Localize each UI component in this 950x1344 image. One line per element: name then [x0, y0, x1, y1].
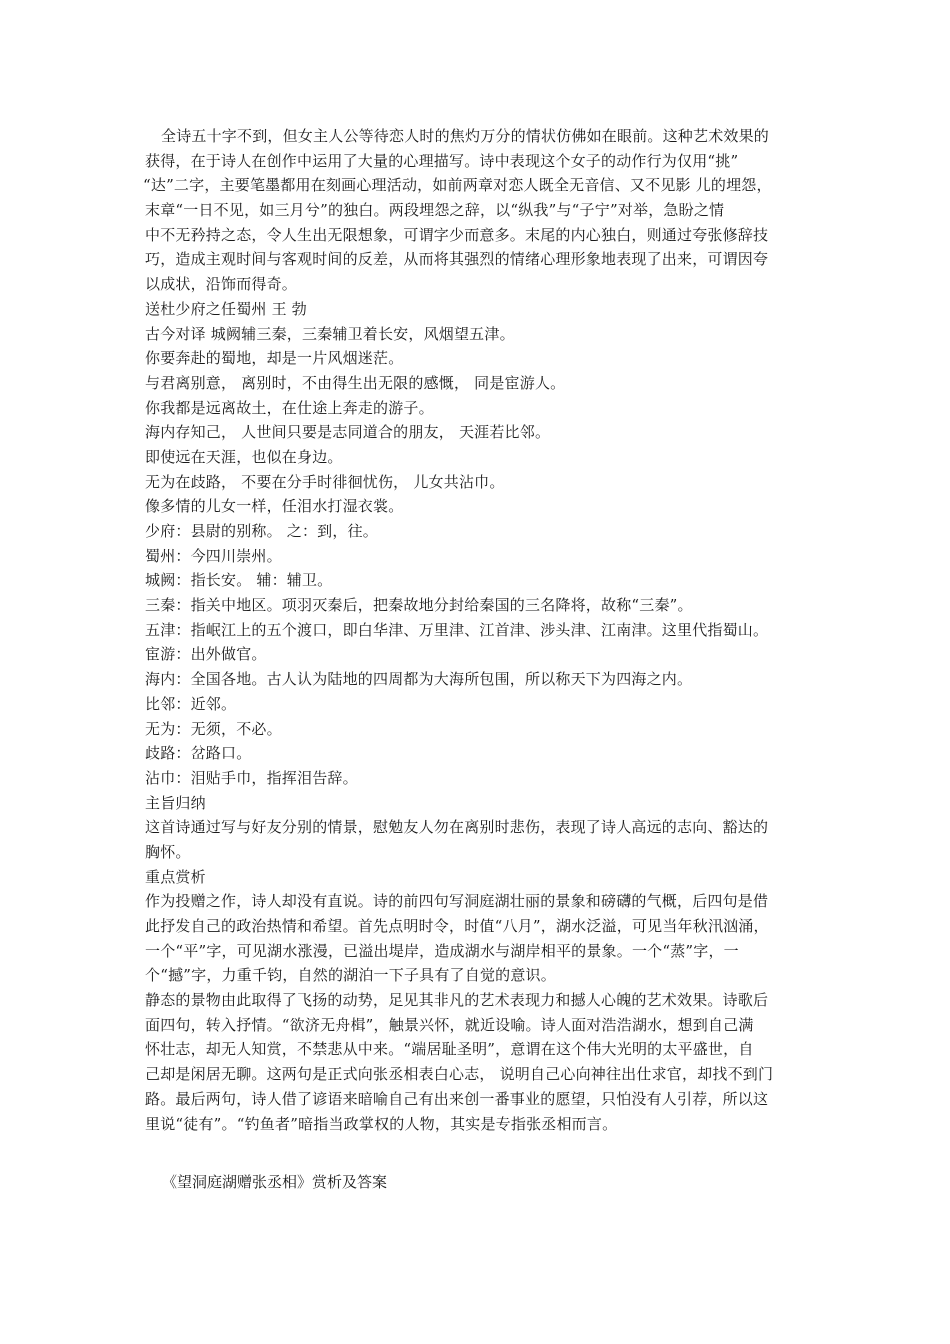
- poem-title: 送杜少府之任蜀州 王 勃: [145, 299, 307, 318]
- paragraph-line: “达”二字，主要笔墨都用在刻画心理活动，如前两章对恋人既全无音信、又不见影 儿的埋怨，: [143, 176, 772, 195]
- paragraph-line: 这首诗通过写与好友分别的情景，慰勉友人勿在离别时悲伤，表现了诗人高远的志向、豁达的: [145, 818, 769, 837]
- translation-line: 你我都是远离故土，在仕途上奔走的游子。: [145, 398, 434, 417]
- annotation-line: 歧路：岔路口。: [145, 744, 252, 763]
- paragraph-line: 此抒发自己的政治热情和希望。首先点明时令，时值“八月”，湖水泛溢，可见当年秋汛汹涌，: [145, 917, 769, 935]
- translation-line: 无为在歧路， 不要在分手时徘徊忧伤， 儿女共沾巾。: [145, 472, 505, 491]
- annotation-line: 比邻：近邻。: [145, 694, 237, 713]
- footer-title: 《望洞庭湖赠张丞相》赏析及答案: [162, 1173, 388, 1191]
- section-heading: 主旨归纳: [145, 793, 206, 812]
- paragraph-line: 胸怀。: [145, 842, 191, 861]
- section-heading: 重点赏析: [145, 867, 206, 886]
- translation-line: 像多情的儿女一样，任泪水打湿衣裳。: [145, 497, 404, 516]
- translation-line: 海内存知己， 人世间只要是志同道合的朋友， 天涯若比邻。: [145, 423, 551, 442]
- translation-line: 即使远在天涯，也似在身边。: [145, 447, 343, 466]
- paragraph-line: 静态的景物由此取得了飞扬的动势，足见其非凡的艺术表现力和撼人心魄的艺术效果。诗歌后: [145, 991, 769, 1010]
- annotation-line: 宦游：出外做官。: [145, 645, 267, 664]
- translation-line: 古今对译 城阙辅三秦，三秦辅卫着长安，风烟望五津。: [145, 324, 515, 343]
- annotation-line: 少府：县尉的别称。 之：到，往。: [145, 522, 378, 540]
- paragraph-line: 个“撼”字，力重千钧，自然的湖泊一下子具有了自觉的意识。: [145, 966, 556, 985]
- paragraph-line: 己却是闲居无聊。这两句是正式向张丞相表白心志， 说明自己心向神往出仕求官，却找不到门: [145, 1065, 774, 1084]
- paragraph-line: 路。最后两句，诗人借了谚语来暗喻自己有出来创一番事业的愿望，只怕没有人引荐，所以这: [145, 1089, 769, 1108]
- translation-line: 与君离别意， 离别时，不由得生出无限的感慨， 同是宦游人。: [145, 373, 566, 392]
- paragraph-line: 全诗五十字不到，但女主人公等待恋人时的焦灼万分的情状仿佛如在眼前。这种艺术效果的: [161, 127, 770, 145]
- document-body: [145, 124, 825, 1136]
- paragraph-line: 中不无矜持之态，令人生出无限想象，可谓字少而意多。末尾的内心独白，则通过夸张修辞技: [145, 225, 769, 244]
- annotation-line: 海内：全国各地。古人认为陆地的四周都为大海所包围，所以称天下为四海之内。: [145, 670, 693, 689]
- paragraph-line: 作为投赠之作，诗人却没有直说。诗的前四句写洞庭湖壮丽的景象和磅礴的气概，后四句是借: [145, 892, 769, 911]
- paragraph-line: 巧，造成主观时间与客观时间的反差，从而将其强烈的情绪心理形象地表现了出来，可谓因夸: [145, 250, 769, 269]
- annotation-line: 无为：无须，不必。: [145, 719, 282, 738]
- paragraph-line: 怀壮志，却无人知赏，不禁悲从中来。“端居耻圣明”，意谓在这个伟大光明的太平盛世，自: [145, 1040, 754, 1059]
- paragraph-line: 里说“徒有”。“钓鱼者”暗指当政掌权的人物，其实是专指张丞相而言。: [145, 1114, 618, 1133]
- translation-line: 你要奔赴的蜀地，却是一片风烟迷茫。: [145, 349, 404, 368]
- paragraph-line: 一个“平”字，可见湖水涨漫，已溢出堤岸，造成湖水与湖岸相平的景象。一个“蒸”字，一: [145, 941, 739, 960]
- annotation-line: 五津：指岷江上的五个渡口，即白华津、万里津、江首津、涉头津、江南津。这里代指蜀山。: [145, 620, 769, 639]
- paragraph-line: 面四句，转入抒情。“欲济无舟楫”，触景兴怀，就近设喻。诗人面对浩浩湖水，想到自己满: [145, 1015, 754, 1034]
- paragraph-line: 获得，在于诗人在创作中运用了大量的心理描写。诗中表现这个女子的动作行为仅用“挑”: [145, 151, 739, 170]
- annotation-line: 城阙：指长安。 辅：辅卫。: [145, 571, 333, 590]
- annotation-line: 三秦：指关中地区。项羽灭秦后，把秦故地分封给秦国的三名降将，故称“三秦”。: [145, 596, 693, 615]
- annotation-line: 蜀州：今四川崇州。: [145, 546, 282, 565]
- paragraph-line: 末章“一日不见，如三月兮”的独白。两段埋怨之辞，以“纵我”与“子宁”对举，急盼之情: [145, 201, 725, 220]
- annotation-line: 沾巾：泪贴手巾，指挥泪告辞。: [145, 768, 358, 787]
- paragraph-line: 以成状，沿饰而得奇。: [145, 275, 298, 294]
